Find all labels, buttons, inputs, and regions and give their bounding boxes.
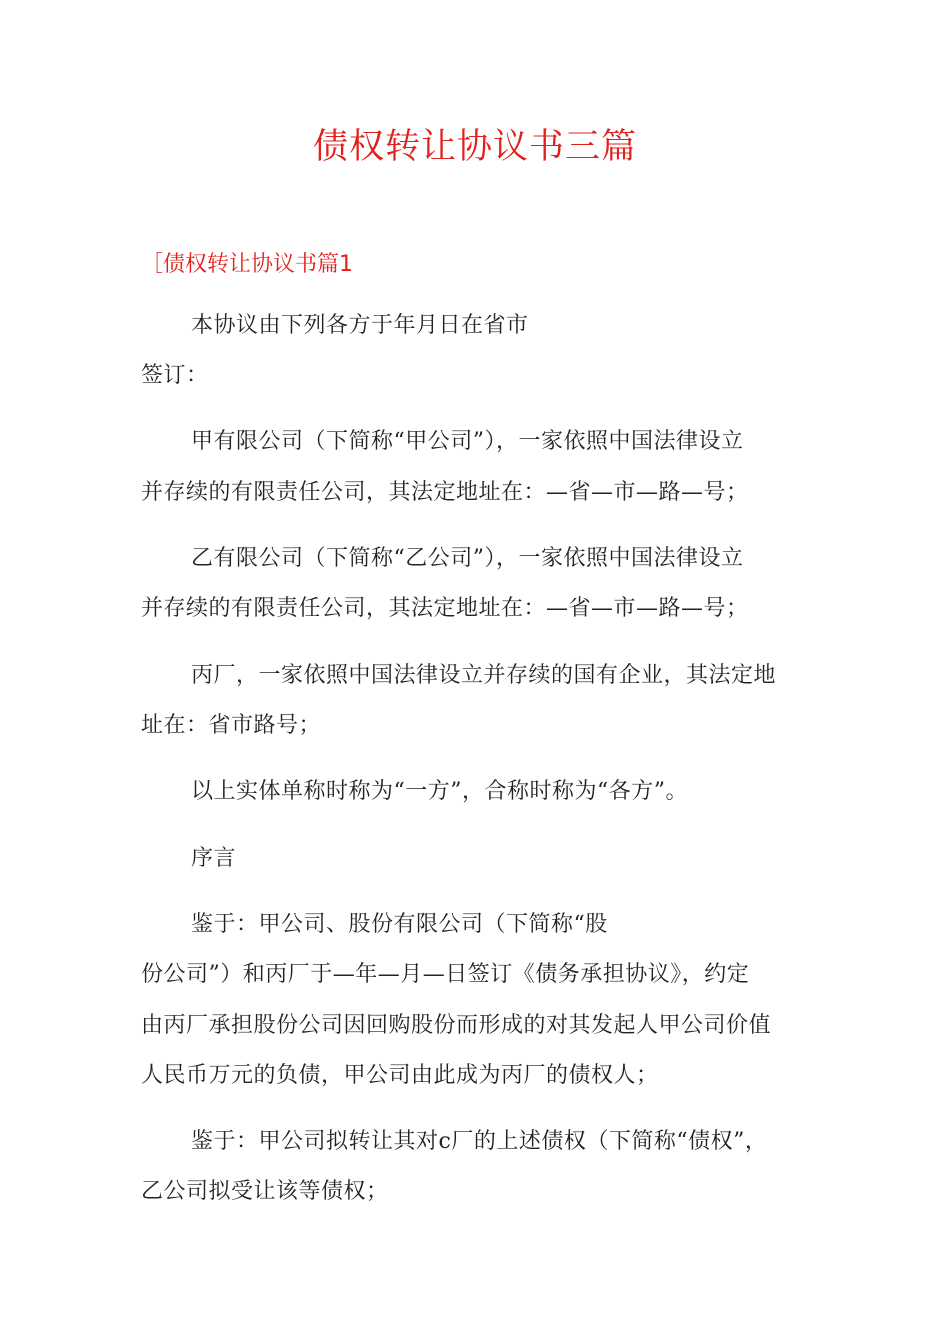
paragraph-line: 由丙厂承担股份公司因回购股份而形成的对其发起人甲公司价值 xyxy=(141,1013,772,1038)
paragraph-line: 并存续的有限责任公司，其法定地址在：—省—市—路—号； xyxy=(141,480,749,505)
paragraph-line: 鉴于：甲公司拟转让其对c厂的上述债权（下简称“债权”， xyxy=(191,1129,768,1154)
paragraph-line: 以上实体单称时称为“一方”，合称时称为“各方”。 xyxy=(191,779,688,804)
paragraph-line: 甲有限公司（下简称“甲公司”），一家依照中国法律设立 xyxy=(191,429,744,454)
paragraph-line: 人民币万元的负债，甲公司由此成为丙厂的债权人； xyxy=(141,1063,659,1088)
paragraph-line: 乙有限公司（下简称“乙公司”），一家依照中国法律设立 xyxy=(191,546,744,571)
document-title: 债权转让协议书三篇 xyxy=(312,127,637,167)
paragraph-line: 鉴于：甲公司、股份有限公司（下简称“股 xyxy=(191,912,608,937)
paragraph-line: 丙厂，一家依照中国法律设立并存续的国有企业，其法定地 xyxy=(191,663,777,688)
paragraph-line: 份公司”）和丙厂于—年—月—日签订《债务承担协议》，约定 xyxy=(141,962,750,987)
paragraph-line: 本协议由下列各方于年月日在省市 xyxy=(191,313,529,338)
paragraph-line: 序言 xyxy=(191,846,237,871)
section-heading: ［债权转让协议书篇1 xyxy=(141,252,353,277)
paragraph-line: 并存续的有限责任公司，其法定地址在：—省—市—路—号； xyxy=(141,596,749,621)
paragraph-line: 乙公司拟受让该等债权； xyxy=(141,1179,389,1204)
paragraph-line: 址在：省市路号； xyxy=(141,713,322,738)
paragraph-line: 签订： xyxy=(141,363,209,388)
